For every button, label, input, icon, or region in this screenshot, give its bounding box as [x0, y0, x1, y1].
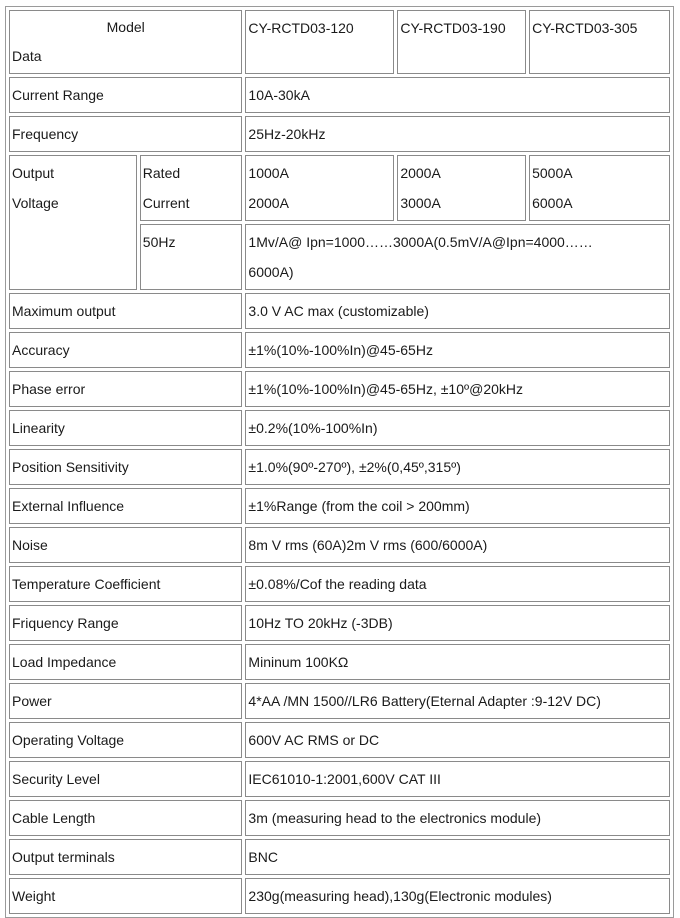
spec-row [9, 683, 670, 719]
rated-current-value-cell [397, 155, 526, 221]
model-name: CY-RCTD03-120 [248, 20, 354, 36]
row-label: Temperature Coefficient [9, 566, 242, 602]
hz-label-cell: 50Hz [140, 224, 243, 290]
spec-row [9, 839, 670, 875]
spec-row [9, 644, 670, 680]
row-label: Phase error [9, 371, 242, 407]
spec-row [9, 410, 670, 446]
row-value: ±1%(10%-100%In)@45-65Hz [245, 332, 670, 368]
model-name: CY-RCTD03-190 [400, 20, 506, 36]
rated-value-line2: 2000A [248, 195, 289, 211]
rated-current-label-cell [140, 155, 243, 221]
row-value: ±0.2%(10%-100%In) [245, 410, 670, 446]
row-label: Cable Length [9, 800, 242, 836]
model-name: CY-RCTD03-305 [532, 20, 638, 36]
spec-table [5, 6, 674, 918]
output-voltage-label-line2: Voltage [12, 195, 59, 211]
rated-label-line1: Rated [142, 165, 181, 181]
hz-value-cell [245, 224, 670, 290]
row-value: ±1.0%(90º-270º), ±2%(0,45º,315º) [245, 449, 670, 485]
row-label: External Influence [9, 488, 242, 524]
rated-value-line1: 5000A [532, 165, 573, 181]
hz-value-line2: 6000A) [248, 264, 294, 280]
output-voltage-label-cell [9, 155, 137, 290]
model-data-header-cell [9, 10, 242, 74]
row-label: Frequency [9, 116, 242, 152]
row-value: ±0.08%/Cof the reading data [245, 566, 670, 602]
row-label: Noise [9, 527, 242, 563]
current-range-row [9, 77, 670, 113]
output-voltage-label-line1: Output [12, 165, 55, 181]
rated-current-value-cell [245, 155, 394, 221]
row-value: 3m (measuring head to the electronics module) [245, 800, 670, 836]
hz-value-line1: 1Mv/A@ Ipn=1000……3000A(0.5mV/A@Ipn=4000…… [248, 234, 593, 250]
spec-row [9, 605, 670, 641]
row-label: Accuracy [9, 332, 242, 368]
frequency-row [9, 116, 670, 152]
row-value: ±1%Range (from the coil > 200mm) [245, 488, 670, 524]
row-value: 8m V rms (60A)2m V rms (600/6000A) [245, 527, 670, 563]
spec-row [9, 488, 670, 524]
rated-label-line2: Current [142, 195, 190, 211]
row-label: Friquency Range [9, 605, 242, 641]
model-header-cell [529, 10, 670, 74]
rated-value-line1: 1000A [248, 165, 289, 181]
rated-current-value-cell [529, 155, 670, 221]
model-header-cell [397, 10, 526, 74]
header-row [9, 10, 670, 74]
row-label: Linearity [9, 410, 242, 446]
row-value: 230g(measuring head),130g(Electronic modules) [245, 878, 670, 914]
row-value: 10A-30kA [245, 77, 670, 113]
data-label: Data [12, 48, 42, 64]
rated-value-line1: 2000A [400, 165, 441, 181]
row-label: Output terminals [9, 839, 242, 875]
row-label: Position Sensitivity [9, 449, 242, 485]
output-voltage-rated-row [9, 155, 670, 221]
row-value: 3.0 V AC max (customizable) [245, 293, 670, 329]
spec-row [9, 527, 670, 563]
spec-row [9, 878, 670, 914]
spec-row [9, 722, 670, 758]
row-label: Power [9, 683, 242, 719]
row-value: 600V AC RMS or DC [245, 722, 670, 758]
rated-value-line2: 3000A [400, 195, 441, 211]
rated-value-line2: 6000A [532, 195, 573, 211]
row-value: Mininum 100KΩ [245, 644, 670, 680]
row-label: Operating Voltage [9, 722, 242, 758]
row-label: Current Range [9, 77, 242, 113]
row-label: Load Impedance [9, 644, 242, 680]
model-label: Model [106, 19, 145, 35]
row-value: BNC [245, 839, 670, 875]
row-value: 10Hz TO 20kHz (-3DB) [245, 605, 670, 641]
spec-row [9, 293, 670, 329]
row-value: 25Hz-20kHz [245, 116, 670, 152]
spec-row [9, 332, 670, 368]
spec-row [9, 566, 670, 602]
row-value: 4*AA /MN 1500//LR6 Battery(Eternal Adapter :9-12V DC) [245, 683, 670, 719]
row-value: ±1%(10%-100%In)@45-65Hz, ±10º@20kHz [245, 371, 670, 407]
row-label: Security Level [9, 761, 242, 797]
row-label: Weight [9, 878, 242, 914]
model-header-cell [245, 10, 394, 74]
row-label: Maximum output [9, 293, 242, 329]
row-value: IEC61010-1:2001,600V CAT III [245, 761, 670, 797]
spec-row [9, 371, 670, 407]
spec-row [9, 800, 670, 836]
spec-row [9, 449, 670, 485]
spec-row [9, 761, 670, 797]
